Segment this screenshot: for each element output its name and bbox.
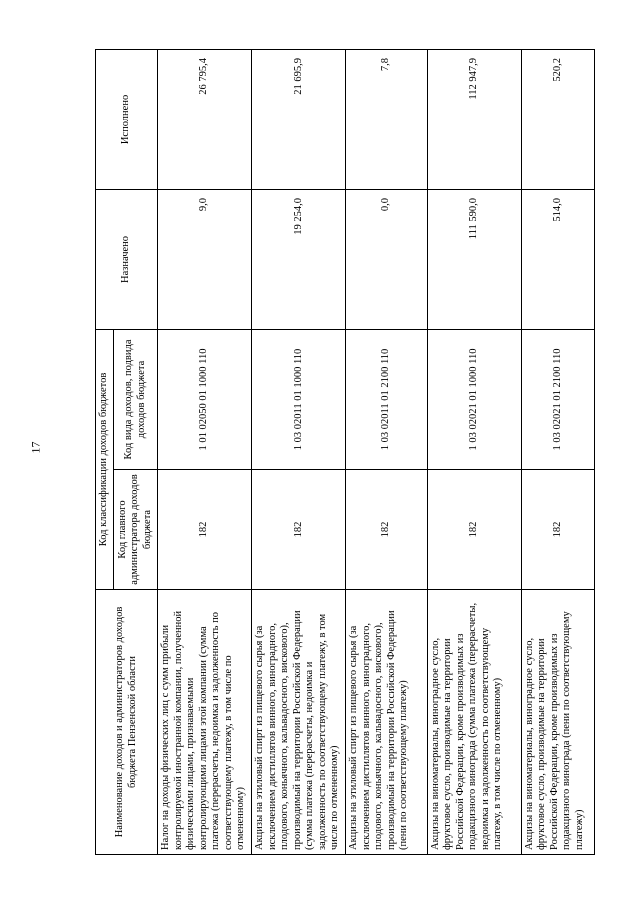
- header-executed: Исполнено: [96, 49, 158, 189]
- table-row: [346, 49, 427, 854]
- row-name: Налог на доходы физических лиц с сумм прибыли контролируемой иностранной компании, полученной физическими лицами, признаваемыми контролирующими лицами этой компании (сумма платежа (перерасчеты, недоимка и задолженность по соответствующему платежу, в том числе по отмененному): [158, 590, 252, 855]
- table-row: [252, 49, 346, 854]
- header-admin-code: Код главного администратора доходов бюджета: [114, 470, 158, 590]
- row-assigned: 111 590,0: [427, 189, 521, 329]
- row-name: Акцизы на этиловый спирт из пищевого сырья (за исключением дистиллятов винного, виноградного, плодового, коньячного, кальвадосного, вискового), производимый на территории Российской Федерации (сумма платежа (перерасчеты, недоимка и задолженность по соответствующему платежу, в том числе по отмененному): [252, 590, 346, 855]
- table-row: [521, 49, 594, 854]
- table-row: [158, 49, 252, 854]
- row-executed: 112 947,9: [427, 49, 521, 189]
- revenue-table: [95, 49, 595, 855]
- row-executed: 7,8: [346, 49, 427, 189]
- row-assigned: 514,0: [521, 189, 594, 329]
- rotated-table-container: [95, 50, 595, 855]
- row-type-code: 1 03 02021 01 1000 110: [427, 329, 521, 469]
- header-type-code: Код вида доходов, подвида доходов бюджета: [114, 329, 158, 469]
- row-executed: 26 795,4: [158, 49, 252, 189]
- row-type-code: 1 03 02011 01 2100 110: [346, 329, 427, 469]
- row-admin-code: 182: [158, 470, 252, 590]
- header-assigned: Назначено: [96, 189, 158, 329]
- row-assigned: 0,0: [346, 189, 427, 329]
- row-admin-code: 182: [252, 470, 346, 590]
- table-row: [427, 49, 521, 854]
- row-admin-code: 182: [427, 470, 521, 590]
- row-name: Акцизы на виноматериалы, виноградное сусло, фруктовое сусло, производимые на территории Российской Федерации, кроме производимых из подакцизного винограда (сумма платежа (перерасчеты, недоимка и задолженность по соответствующему платежу, в том числе по отмененному): [427, 590, 521, 855]
- row-executed: 520,2: [521, 49, 594, 189]
- row-name: Акцизы на этиловый спирт из пищевого сырья (за исключением дистиллятов винного, виноградного, плодового, коньячного, кальвадосного, вискового), производимый на территории Российской Федерации (пени по соответствующему платежу): [346, 590, 427, 855]
- row-assigned: 19 254,0: [252, 189, 346, 329]
- row-type-code: 1 03 02011 01 1000 110: [252, 329, 346, 469]
- page-number: 17: [28, 441, 43, 454]
- row-admin-code: 182: [346, 470, 427, 590]
- row-type-code: 1 01 02050 01 1000 110: [158, 329, 252, 469]
- row-type-code: 1 03 02021 01 2100 110: [521, 329, 594, 469]
- header-name: Наименование доходов и администраторов доходов бюджета Пензенской области: [96, 590, 158, 855]
- row-assigned: 9,0: [158, 189, 252, 329]
- row-admin-code: 182: [521, 470, 594, 590]
- row-name: Акцизы на виноматериалы, виноградное сусло, фруктовое сусло, производимые на территории Российской Федерации, кроме производимых из подакцизного винограда (пени по соответствующему платежу): [521, 590, 594, 855]
- row-executed: 21 695,9: [252, 49, 346, 189]
- header-classification: Код классификации доходов бюджетов: [96, 329, 114, 589]
